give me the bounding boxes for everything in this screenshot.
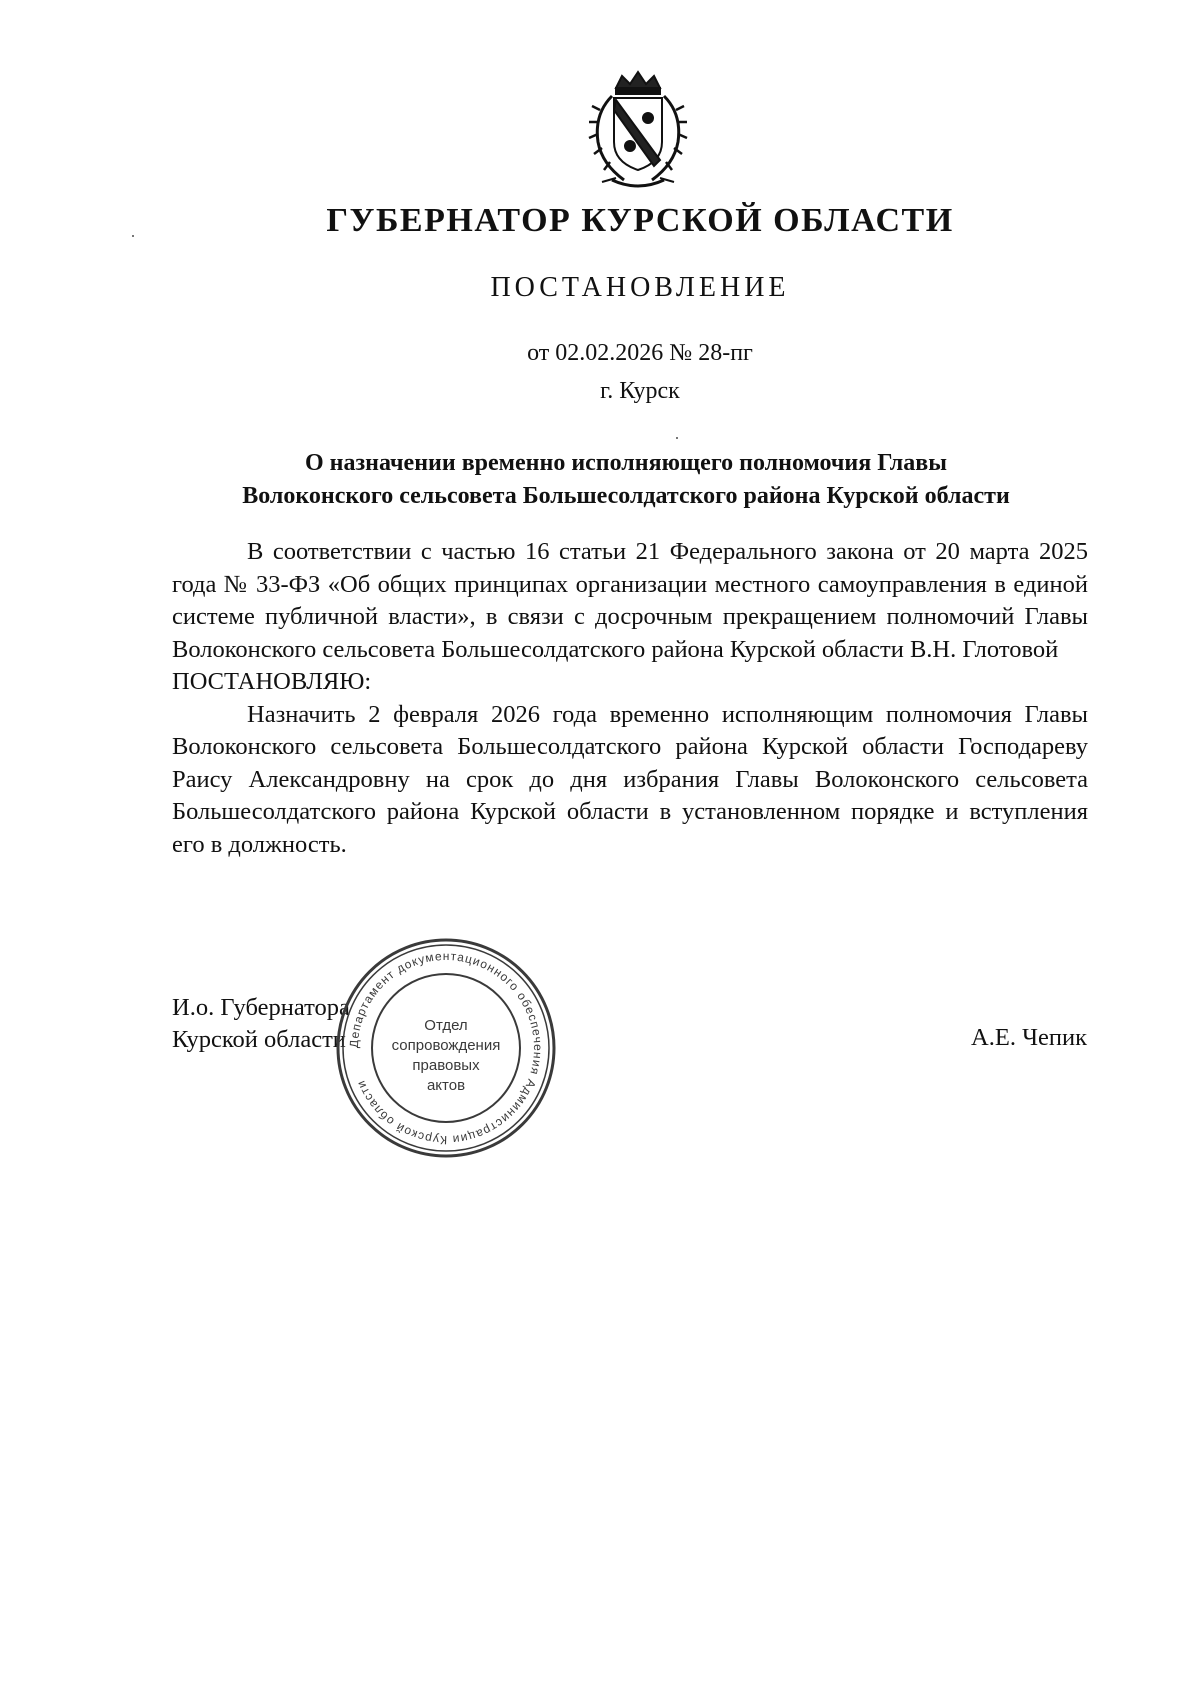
document-city: г. Курск (600, 378, 680, 404)
paragraph-decision: Назначить 2 февраля 2026 года временно исполняющим полномочия Главы Волоконского сельсовета Большесолдатского района Курской области Господареву Раису Александровну на срок до дня избрания Главы Волоконского сельсовета Большесолдатского района Курской области в установленном порядке и вступления его в должность. (172, 700, 1088, 858)
stamp-outer-text: Департамент документационного обеспечения Администрации Курской области (346, 948, 546, 1148)
heading-line-2: Волоконского сельсовета Большесолдатского района Курской области (242, 483, 1010, 509)
document-date-number: от 02.02.2026 № 28-пг (527, 340, 753, 366)
heading-line-1: О назначении временно исполняющего полномочия Главы (305, 450, 947, 476)
scan-speck (676, 437, 678, 439)
signature-block (172, 992, 350, 1056)
stamp-inner-line-4: актов (426, 1077, 466, 1094)
paragraph-preamble: В соответствии с частью 16 статьи 21 Федерального закона от 20 марта 2025 года № 33-ФЗ «Об общих принципах организации местного самоуправления в единой системе публичной власти», в связи с досрочным прекращением полномочий Главы Волоконского сельсовета Большесолдатского района Курской области В.Н. Глотовой (172, 538, 1088, 663)
coat-of-arms-icon (572, 66, 704, 194)
official-stamp (330, 932, 562, 1164)
scan-speck (132, 235, 134, 237)
document-body (172, 536, 1088, 861)
signer-name: А.Е. Чепик (971, 1024, 1087, 1051)
stamp-inner-line-1: Отдел (424, 1017, 468, 1034)
stamp-inner-line-2: сопровождения (391, 1037, 501, 1054)
document-heading (170, 447, 1082, 513)
document-type: ПОСТАНОВЛЕНИЕ (490, 272, 790, 303)
decree-word: ПОСТАНОВЛЯЮ: (172, 668, 372, 695)
authority-title: ГУБЕРНАТОР КУРСКОЙ ОБЛАСТИ (326, 202, 954, 239)
signer-position-line-2: Курской области (172, 1026, 346, 1053)
signer-position-line-1: И.о. Губернатора (172, 994, 350, 1021)
stamp-inner-line-3: правовых (412, 1057, 480, 1074)
